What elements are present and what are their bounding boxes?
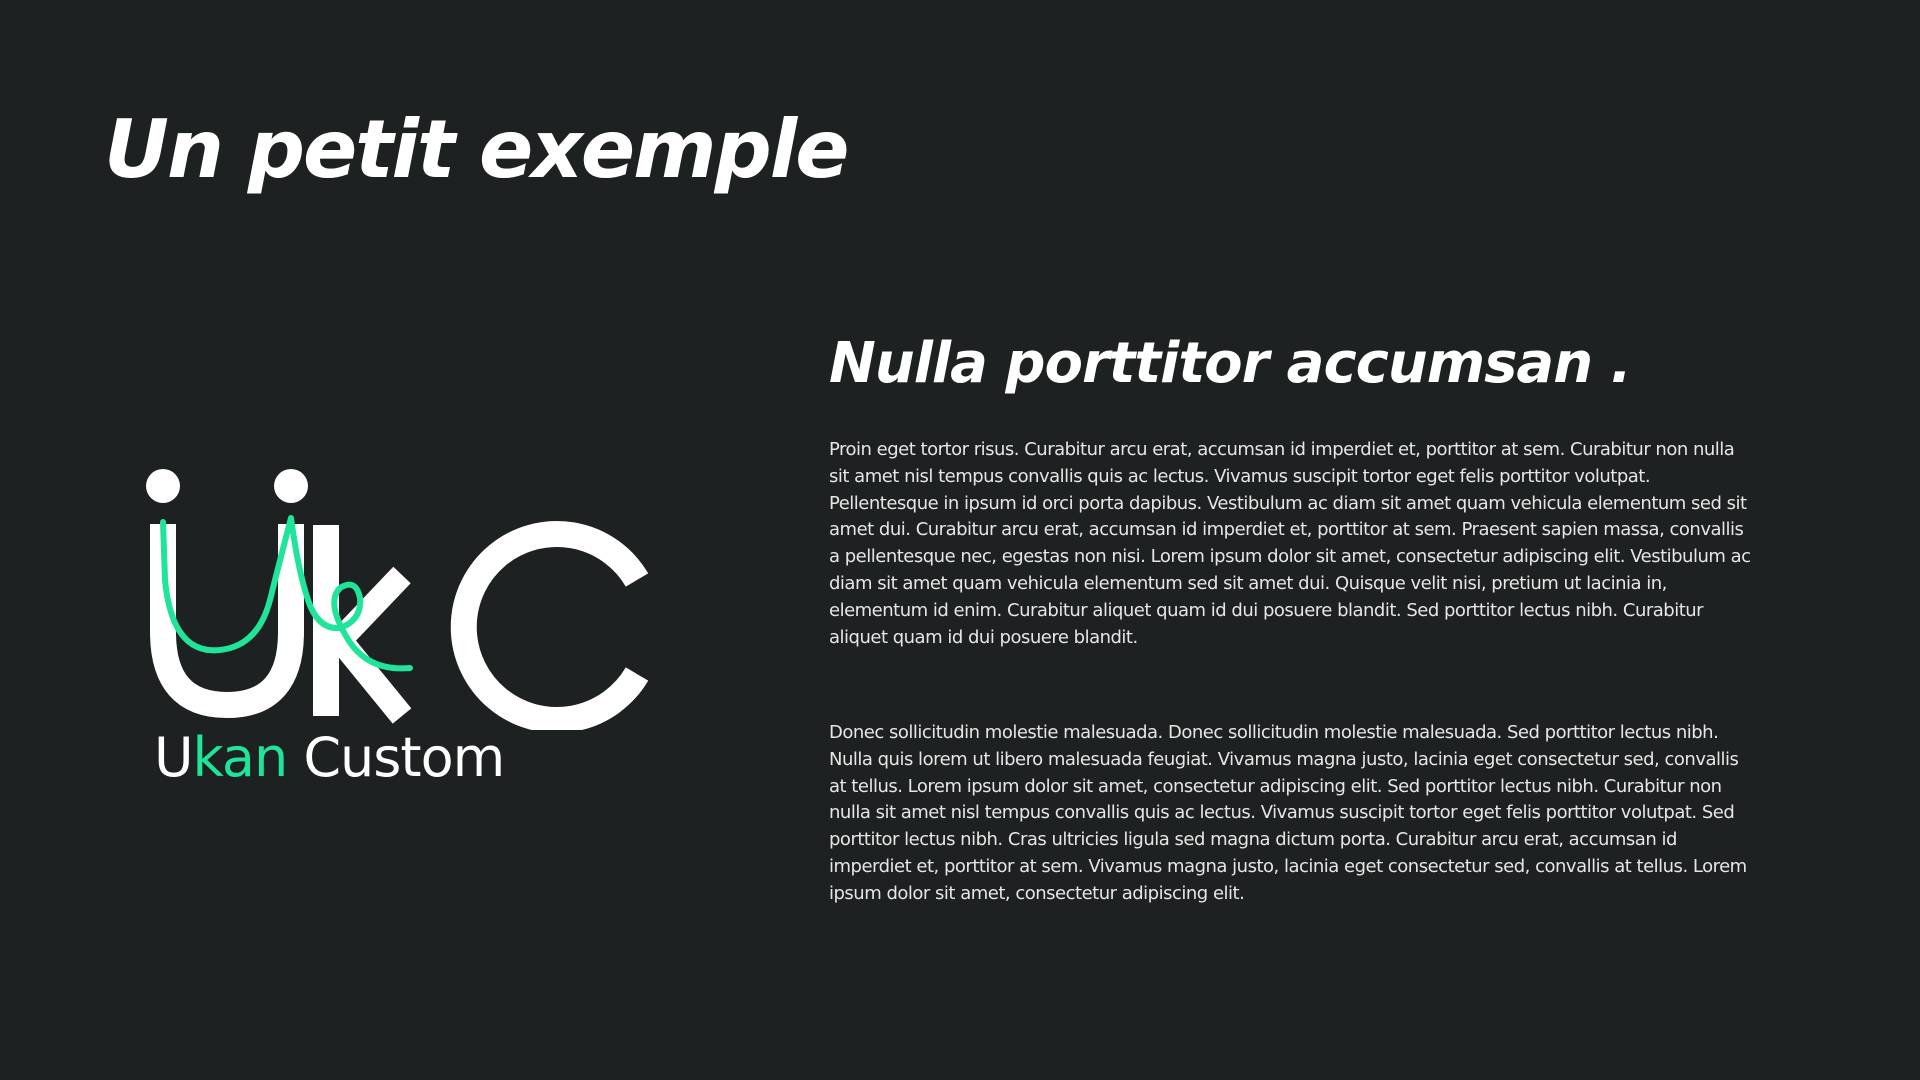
content-heading: Nulla porttitor accumsan . [829, 331, 1631, 396]
content-column [829, 330, 1759, 904]
paragraph-2: Donec sollicitudin molestie malesuada. Donec sollicitudin molestie malesuada. Sed porttitor lectus nibh. Nulla quis lorem ut libero malesuada feugiat. Vivamus magna justo, lacinia eget consectetur sed, convallis at tellus. Lorem ipsum dolor sit amet, consectetur adipiscing elit. Sed porttitor lectus nibh. Curabitur non nulla sit amet nisl tempus convallis quis ac lectus. Vivamus suscipit tortor eget felis porttitor volutpat. Sed porttitor lectus nibh. Cras ultricies ligula sed magna dictum porta. Curabitur arcu erat, accumsan id imperdiet et, porttitor at sem. Vivamus magna justo, lacinia eget consectetur sed, convallis at tellus. Lorem ipsum dolor sit amet, consectetur adipiscing elit. [829, 722, 1747, 904]
logo-wordmark-u: U [154, 726, 193, 789]
logo-dot-right [274, 469, 308, 503]
logo-letter-u [163, 524, 291, 705]
logo-wordmark-kan: kan [192, 726, 288, 789]
ukc-logo [140, 460, 660, 790]
logo-wordmark [154, 726, 504, 791]
slide-title: Un petit exemple [104, 103, 848, 196]
logo-dot-left [146, 469, 180, 503]
paragraph-1: Proin eget tortor risus. Curabitur arcu erat, accumsan id imperdiet et, porttitor at sem. Curabitur non nulla sit amet nisl tempus convallis quis ac lectus. Vivamus suscipit tortor eget felis porttitor volutpat. Pellentesque in ipsum id orci porta dapibus. Vestibulum ac diam sit amet quam vehicula elementum sed sit amet dui. Curabitur arcu erat, accumsan id imperdiet et, porttitor at sem. Praesent sapien massa, convallis a pellentesque nec, egestas non nisi. Lorem ipsum dolor sit amet, consectetur adipiscing elit. Vestibulum ac diam sit amet quam vehicula elementum sed sit amet dui. Quisque velit nisi, pretium ut lacinia in, elementum id enim. Curabitur aliquet quam id dui posuere blandit. Sed porttitor lectus nibh. Curabitur aliquet quam id dui posuere blandit. [829, 439, 1751, 648]
ukc-logo-mark [140, 460, 660, 730]
logo-wordmark-custom: Custom [287, 726, 505, 789]
logo-letter-c [464, 534, 637, 720]
